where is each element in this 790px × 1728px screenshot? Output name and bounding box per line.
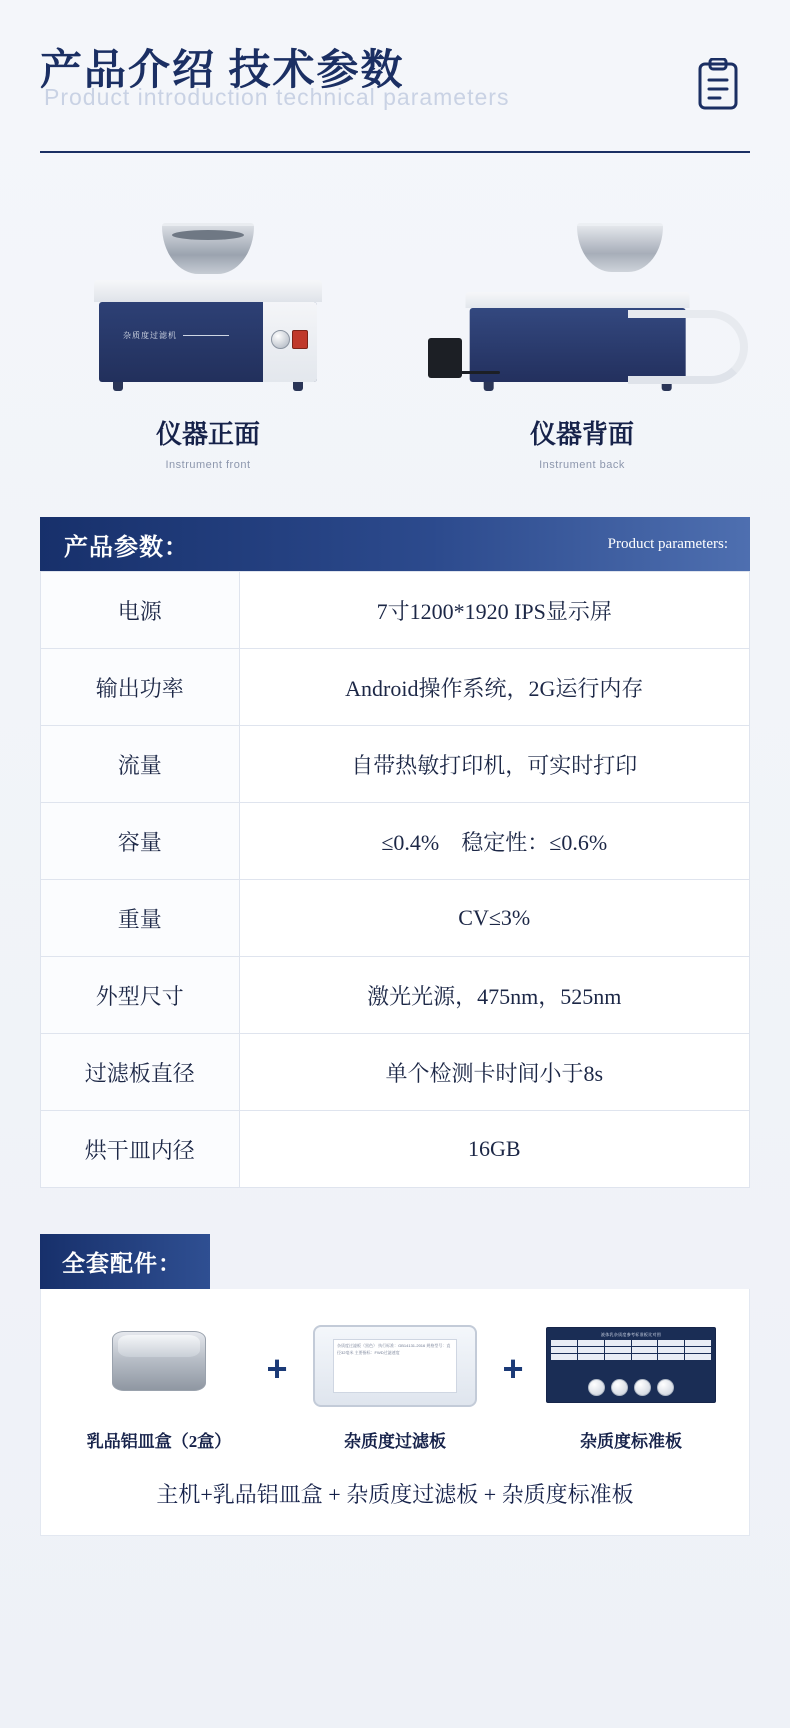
page-header (40, 0, 750, 163)
accessories-section (40, 1234, 750, 1536)
comparison-card-dots (588, 1379, 674, 1396)
plus-separator: + (502, 1347, 524, 1389)
page-subtitle: Product introduction technical parameters (44, 84, 510, 110)
header-titles (40, 46, 510, 110)
param-key: 外型尺寸 (41, 957, 240, 1034)
param-value: CV≤3% (239, 880, 749, 957)
instrument-control-panel (263, 302, 317, 382)
device-caption-en: Instrument front (165, 459, 251, 471)
instrument-top-plate (94, 280, 322, 302)
param-key: 重量 (41, 880, 240, 957)
instrument-foot (293, 382, 303, 391)
instrument-front-image (48, 215, 368, 400)
parameters-section (40, 517, 750, 1188)
table-row (41, 726, 750, 803)
param-value: Android操作系统，2G运行内存 (239, 649, 749, 726)
table-row (41, 803, 750, 880)
power-adapter-icon (428, 338, 462, 378)
device-caption-cn: 仪器背面 (529, 420, 634, 449)
instrument-body (99, 302, 317, 382)
plus-separator: + (266, 1347, 288, 1389)
accessories-summary: 主机+乳品铝皿盒 + 杂质度过滤板 + 杂质度标准板 (156, 1482, 634, 1507)
table-row (41, 957, 750, 1034)
param-key: 烘干皿内径 (41, 1111, 240, 1188)
param-value: 16GB (239, 1111, 749, 1188)
comparison-card-grid (551, 1340, 711, 1360)
param-key: 过滤板直径 (41, 1034, 240, 1111)
accessory-item (59, 1313, 259, 1452)
tray-label-text: 杂质度过滤板（黑色） 执行标准：GB14131-2016 规格型号：直径32毫米 主要指标：FWD过滤速度 (333, 1339, 457, 1393)
accessory-label: 乳品铝皿盒（2盒） (86, 1432, 232, 1451)
accessories-box (40, 1289, 750, 1536)
device-caption-en: Instrument back (539, 459, 625, 471)
param-key: 电源 (41, 572, 240, 649)
instrument-foot (484, 382, 494, 391)
accessory-label: 杂质度过滤板 (344, 1432, 446, 1451)
device-back (422, 215, 742, 471)
param-key: 输出功率 (41, 649, 240, 726)
device-gallery (40, 215, 750, 471)
param-value: 自带热敏打印机，可实时打印 (239, 726, 749, 803)
accessory-item (531, 1313, 731, 1452)
instrument-foot (113, 382, 123, 391)
parameters-table (40, 571, 750, 1188)
tin-can-shape (112, 1331, 206, 1391)
filter-plate-tray-icon (295, 1313, 495, 1413)
comparison-card-shape (546, 1327, 716, 1403)
accessories-heading: 全套配件： (40, 1234, 210, 1289)
instrument-top-plate (466, 292, 690, 308)
parameters-heading-cn: 产品参数： (64, 534, 189, 561)
parameters-header (40, 517, 750, 571)
accessories-row (59, 1313, 731, 1452)
accessory-item (295, 1313, 495, 1452)
aluminum-dish-box-icon (59, 1313, 259, 1413)
clipboard-icon (696, 58, 740, 115)
parameters-heading-en: Product parameters: (607, 535, 728, 552)
power-switch-icon (292, 330, 308, 349)
table-row (41, 572, 750, 649)
device-front (48, 215, 368, 471)
plastic-tray-shape (313, 1325, 477, 1407)
param-value: ≤0.4% 稳定性：≤0.6% (239, 803, 749, 880)
param-value: 7寸1200*1920 IPS显示屏 (239, 572, 749, 649)
param-key: 容量 (41, 803, 240, 880)
table-row (41, 880, 750, 957)
metal-bowl-icon (162, 223, 254, 274)
power-cord-icon (460, 371, 500, 374)
table-row (41, 649, 750, 726)
param-value: 单个检测卡时间小于8s (239, 1034, 749, 1111)
param-value: 激光光源，475nm，525nm (239, 957, 749, 1034)
page-title: 产品介绍 技术参数 (40, 48, 405, 94)
instrument-body-label: 杂质度过滤机 (123, 331, 177, 340)
standard-board-icon (531, 1313, 731, 1413)
accessory-label: 杂质度标准板 (580, 1432, 682, 1451)
drain-tube-icon (628, 310, 748, 384)
device-caption-cn: 仪器正面 (155, 420, 260, 449)
metal-bowl-icon (577, 223, 663, 272)
header-divider (40, 151, 750, 153)
table-row (41, 1034, 750, 1111)
comparison-card-title: 液体乳杂质度参考标准板比对图 (600, 1332, 662, 1337)
control-knob-icon (271, 330, 290, 349)
instrument-back-image (422, 215, 742, 400)
table-row (41, 1111, 750, 1188)
param-key: 流量 (41, 726, 240, 803)
